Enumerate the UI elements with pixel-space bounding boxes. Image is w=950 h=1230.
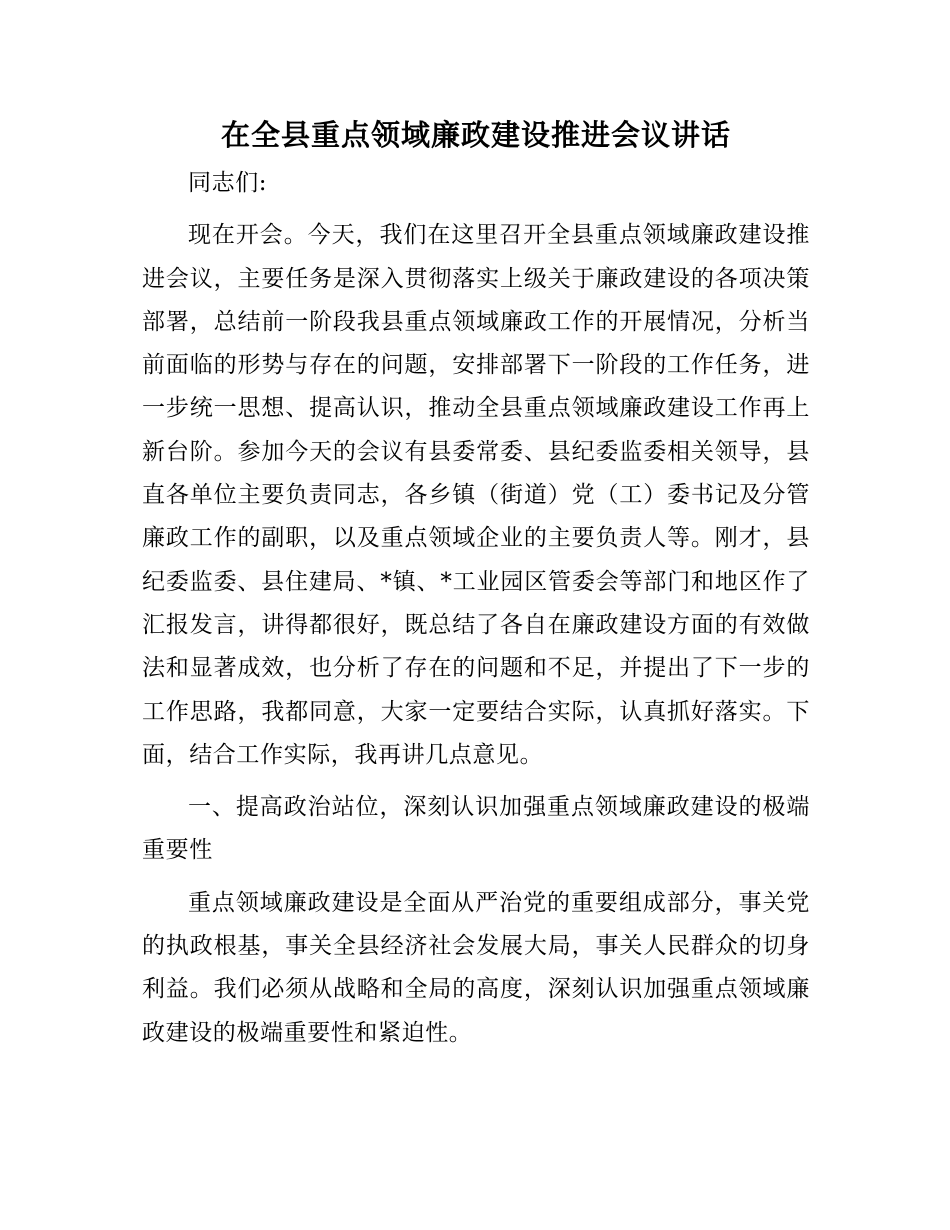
document-title: 在全县重点领域廉政建设推进会议讲话 xyxy=(220,118,731,152)
salutation: 同志们: xyxy=(188,170,268,196)
paragraph-section-1: 重点领域廉政建设是全面从严治党的重要组成部分，事关党的执政根基，事关全县经济社会发展大局，事关人民群众的切身利益。我们必须从战略和全局的高度，深刻认识加强重点领域廉政建设的极端重要性和紧迫性。 xyxy=(142,889,810,1046)
section-heading-1: 一、提高政治站位，深刻认识加强重点领域廉政建设的极端重要性 xyxy=(142,794,810,864)
paragraph-opening: 现在开会。今天，我们在这里召开全县重点领域廉政建设推进会议，主要任务是深入贯彻落实上级关于廉政建设的各项决策部署，总结前一阶段我县重点领域廉政工作的开展情况，分析当前面临的形势与存在的问题，安排部署下一阶段的工作任务，进一步统一思想、提高认识，推动全县重点领域廉政建设工作再上新台阶。参加今天的会议有县委常委、县纪委监委相关领导，县直各单位主要负责同志，各乡镇（街道）党（工）委书记及分管廉政工作的副职，以及重点领域企业的主要负责人等。刚才，县纪委监委、县住建局、*镇、*工业园区管委会等部门和地区作了汇报发言，讲得都很好，既总结了各自在廉政建设方面的有效做法和显著成效，也分析了存在的问题和不足，并提出了下一步的工作思路，我都同意，大家一定要结合实际，认真抓好落实。下面，结合工作实际，我再讲几点意见。 xyxy=(142,222,810,768)
document-page xyxy=(142,0,810,1055)
